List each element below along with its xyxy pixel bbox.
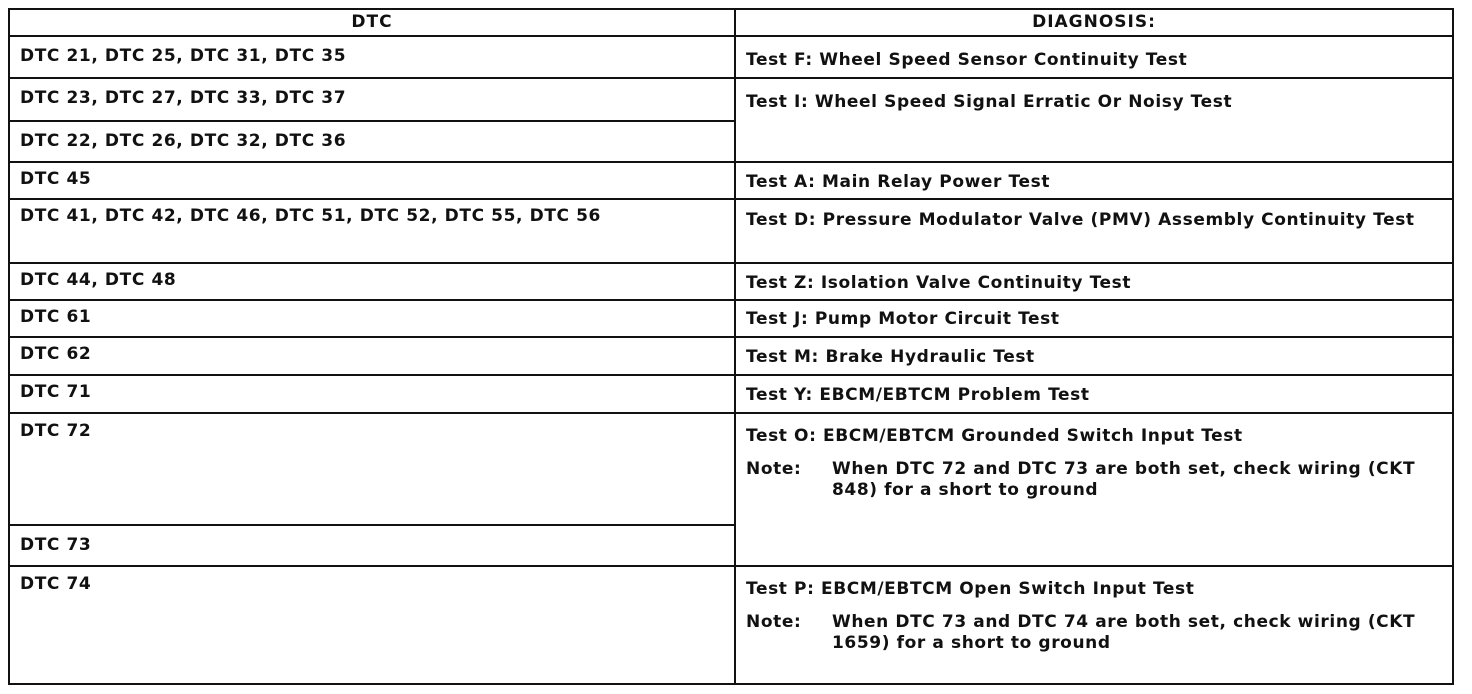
note	[746, 612, 1452, 654]
diagnosis-cell	[735, 199, 1453, 263]
dtc-cell: DTC 21, DTC 25, DTC 31, DTC 35	[9, 36, 735, 78]
note-label: Note:	[746, 612, 802, 633]
table-row	[9, 413, 1453, 525]
dtc-cell: DTC 61	[9, 300, 735, 336]
note-text: When DTC 72 and DTC 73 are both set, check wiring (CKT 848) for a short to ground	[832, 459, 1416, 501]
diagnosis-cell	[735, 413, 1453, 566]
dtc-cell: DTC 73	[9, 525, 735, 566]
diagnosis-text: Test P: EBCM/EBTCM Open Switch Input Test	[746, 579, 1195, 600]
diagnosis-cell: Test Z: Isolation Valve Continuity Test	[735, 263, 1453, 300]
table-row	[9, 566, 1453, 684]
diagnosis-cell	[735, 566, 1453, 684]
table-row	[9, 375, 1453, 413]
diagnosis-cell: Test Y: EBCM/EBTCM Problem Test	[735, 375, 1453, 413]
dtc-cell: DTC 44, DTC 48	[9, 263, 735, 300]
table-row	[9, 36, 1453, 78]
dtc-cell: DTC 71	[9, 375, 735, 413]
note	[746, 459, 1452, 501]
diagnosis-column-header: DIAGNOSIS:	[735, 9, 1453, 36]
diagnosis-cell: Test I: Wheel Speed Signal Erratic Or Noisy Test	[735, 78, 1453, 162]
dtc-diagnosis-table	[8, 8, 1454, 685]
table-row	[9, 199, 1453, 263]
diagnosis-text: Test D: Pressure Modulator Valve (PMV) Assembly Continuity Test	[746, 210, 1415, 231]
dtc-cell: DTC 23, DTC 27, DTC 33, DTC 37	[9, 78, 735, 120]
note-text: When DTC 73 and DTC 74 are both set, check wiring (CKT 1659) for a short to ground	[832, 612, 1416, 654]
note-label: Note:	[746, 459, 802, 480]
table-row	[9, 337, 1453, 375]
dtc-cell: DTC 62	[9, 337, 735, 375]
table-row	[9, 162, 1453, 199]
diagnosis-cell: Test A: Main Relay Power Test	[735, 162, 1453, 199]
dtc-cell: DTC 72	[9, 413, 735, 525]
diagnosis-text: Test O: EBCM/EBTCM Grounded Switch Input Test	[746, 426, 1243, 447]
diagnosis-cell: Test J: Pump Motor Circuit Test	[735, 300, 1453, 336]
dtc-cell: DTC 45	[9, 162, 735, 199]
table-row	[9, 263, 1453, 300]
table-row	[9, 78, 1453, 120]
diagnosis-cell: Test M: Brake Hydraulic Test	[735, 337, 1453, 375]
dtc-cell: DTC 41, DTC 42, DTC 46, DTC 51, DTC 52, DTC 55, DTC 56	[9, 199, 735, 263]
dtc-cell: DTC 22, DTC 26, DTC 32, DTC 36	[9, 121, 735, 162]
diagnosis-cell: Test F: Wheel Speed Sensor Continuity Test	[735, 36, 1453, 78]
header-row	[9, 9, 1453, 36]
table-row	[9, 300, 1453, 336]
dtc-cell: DTC 74	[9, 566, 735, 684]
dtc-column-header: DTC	[9, 9, 735, 36]
